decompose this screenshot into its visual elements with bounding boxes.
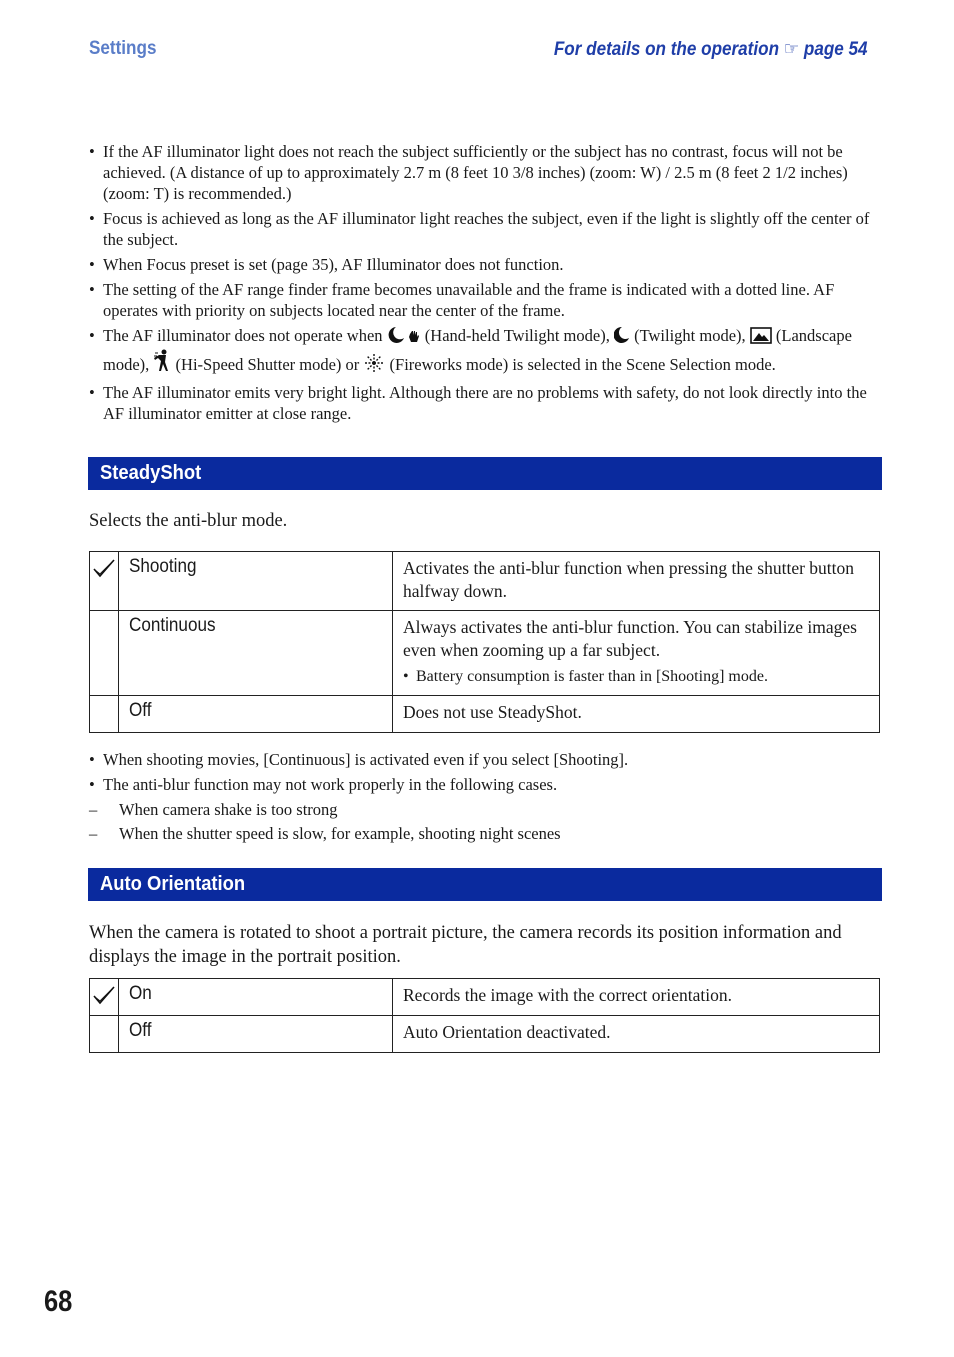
table-row [90,552,880,611]
option-description: Activates the anti-blur function when pressing the shutter button halfway down. [403,558,855,601]
list-item: – When camera shake is too strong [89,799,879,820]
option-name: Shooting [129,556,197,577]
hand-held-twilight-icon [387,326,421,349]
landscape-icon [750,327,772,349]
steadyshot-intro: Selects the anti-blur mode. [89,511,288,531]
page-number: 68 [44,1285,73,1318]
option-name: Continuous [129,615,216,636]
option-description: Records the image with the correct orientation. [403,985,732,1005]
pointing-hand-icon: ☞ [784,39,800,60]
auto-orientation-title: Auto Orientation [100,873,246,895]
twilight-icon [614,326,630,349]
reference-page: page 54 [804,39,868,60]
auto-orientation-options-table [89,978,880,1053]
steadyshot-options-table [89,551,880,733]
default-marker [90,552,119,611]
option-name: On [129,983,152,1004]
option-description: Always activates the anti-blur function. You can stabilize images even when zooming up a far subject. [403,617,857,660]
auto-orientation-section-bar [88,868,882,901]
header-section-title: Settings [89,38,157,59]
list-item: • The AF illuminator emits very bright light. Although there are no problems with safety, do not look directly into the AF illuminator emitter at close range. [89,382,879,424]
option-name: Off [129,700,152,721]
option-description: Does not use SteadyShot. [403,702,582,722]
list-item: • If the AF illuminator light does not reach the subject sufficiently or the subject has no contrast, focus will not be achieved. (A distance of up to approximately 2.7 m (8 feet 10 3/8 inches) (zoom: W) / 2.5 m (8 feet 2 1/2 inches) (zoom: T) is recommended.) [89,141,879,204]
option-name: Off [129,1020,152,1041]
steadyshot-section-bar [88,457,882,490]
header-page-reference [554,38,868,61]
check-mark-icon [92,558,116,580]
hi-speed-shutter-icon [153,349,171,378]
list-item: • When Focus preset is set (page 35), AF Illuminator does not function. [89,254,879,275]
list-item: • The anti-blur function may not work properly in the following cases. [89,774,879,795]
table-row [90,611,880,696]
fireworks-icon [363,353,385,378]
af-illuminator-notes [89,141,879,428]
option-note: • Battery consumption is faster than in [Shooting] mode. [403,667,869,687]
reference-text: For details on the operation [554,39,780,60]
default-marker [90,979,119,1016]
list-item: • When shooting movies, [Continuous] is activated even if you select [Shooting]. [89,749,879,770]
check-mark-icon [92,985,116,1007]
list-item: • The setting of the AF range finder frame becomes unavailable and the frame is indicated with a dotted line. AF operates with priority on subjects located near the center of the frame. [89,279,879,321]
steadyshot-notes [89,749,879,847]
table-row [90,979,880,1016]
table-row [90,696,880,733]
list-item: • The AF illuminator does not operate when (Hand-held Twilight mode), (Twilight mode), (Landscape mode), (Hi-Speed Shutter mode) or (Fireworks mode) is selected in the Scene Selection mode. [89,325,879,378]
auto-orientation-intro: When the camera is rotated to shoot a portrait picture, the camera records its position information and displays the image in the portrait position. [89,923,842,967]
list-item: – When the shutter speed is slow, for example, shooting night scenes [89,823,879,844]
list-item: • Focus is achieved as long as the AF illuminator light reaches the subject, even if the light is slightly off the center of the subject. [89,208,879,250]
table-row [90,1016,880,1053]
option-description: Auto Orientation deactivated. [403,1022,611,1042]
steadyshot-title: SteadyShot [100,462,202,484]
